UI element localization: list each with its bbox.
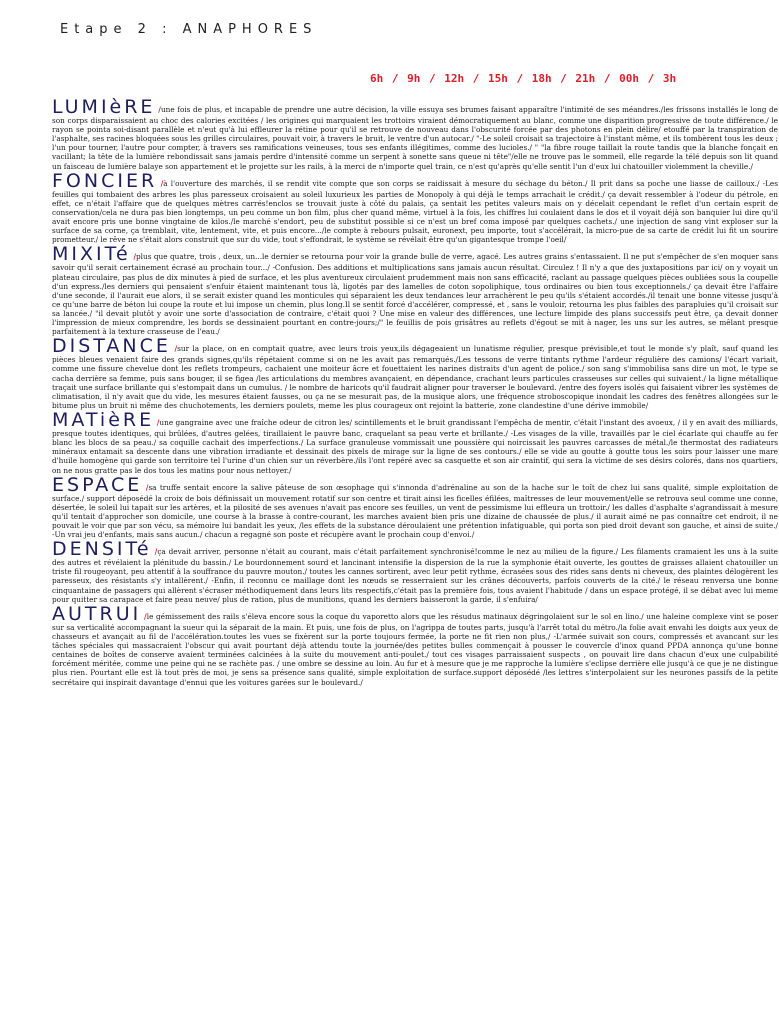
entry-body: ça devait arriver, personne n'était au courant, mais c'était parfaitement synchronisé!comme le nez au milieu de la figure./ Les filaments cramaient les uns à la suite des autres et révélaient la plénitude du bassin./ Le bourdonnement sourd et lancinant intensifie la dispersion de la rue la symphonie était ouverte, les gouttes de graisses allaient chatouiller un triste fil rougeoyant, peu attentif à la souffrance du pauvre mouton./ toutes les cannes sortirent, avec leur petit rythme, écrasées sous des rides sans dents ni cheveux, des plaintes délogèrent les paresseux, des résistants s'y intallèrent./ -Enfin, il reconnu ce maillage dont les nœuds se resserraient sur les crânes découverts, parfois couverts de la cité./ le réseau renversa une bonne cinquantaine de passagers qui allèrent s'écraser méthodiquement dans leurs lits respectifs,c'était pas la première fois, tous avaient l'habitude / dans un espace protégé, il se débat avec lui meme pour quitter sa carapace et faire peau neuve/ plus de ration, plus de munitions, quand les derniers baisseront la garde, il s'enfuira/ (52, 547, 778, 604)
entry-body: le gémissement des rails s'éleva encore sous la coque du vaporetto alors que les résudus matinaux dégringolaient sur le sol en lino./ une haleine complexe vint se poser sur sa verticalité accompagnant la sueur qui la séparait de la main. Et puis, une fois de plus, on l'agrippa de toutes parts, jusqu'à l'arrêt total du métro./la folie avait envahi les doigts aux yeux de chasseurs et avançait au fil de l'accélération.toutes les vues se fixèrent sur la porte toujours fermée, la porte ne fit rien non plus,/ -L'armée suivait son cours, compressés et avancant sur les tâches spéciales qui massacraient l'obscur qui avait pourtant déjà attendu toute la journée/des petites bulles commençait à pousser le couvercle d'inox quand PPDA annonça qu'une bonne centaines de boîtes de conserve avaient terminées calcinées à la suite du mouvement anti-poulet./ tout ces visages parraissaient suspects , on pouvait lire dans chacun d'eux une culpabilité forcément méritée, comme une peine qui ne se rachète pas. / une ombre se dessine au loin. Au fur et à mesure que je me rapproche la lumière s'eclipse derrière elle jusqu'à ce que je ne distingue plus rien. Pourtant elle est là tout près de moi, je sens sa présence sans qualité, simple exploitation de surface.support déposédé /les lettres s'interpolaient sur les neurones passifs de la petite secrétaire qui inspirait davantage d'ennui que les voitures garées sur le boulevard./ (52, 611, 778, 687)
entry-distance (52, 337, 778, 410)
anaphores-text (52, 98, 778, 688)
entry-espace (52, 473, 778, 540)
entry-heading: LUMIèRE (52, 96, 156, 118)
entry-autrui (52, 602, 778, 687)
time-schedule: 6h / 9h / 12h / 15h / 18h / 21h / 00h / 3h (370, 72, 677, 85)
entry-mixite (52, 245, 778, 336)
entry-separator: / (141, 611, 147, 621)
entry-separator: / (154, 418, 160, 428)
entry-separator: / (151, 547, 158, 557)
entry-densite (52, 540, 778, 604)
page-title: Etape 2 : ANAPHORES (60, 22, 318, 37)
entry-body: une fois de plus, et incapable de prendre une autre décision, la ville essuya ses brumes faisant apparaître l'intimité de ses méandres./les frissons installés le long de son corps disparaissaient au choc des calories excitées / les origines qui marquaient les trottoirs viraient démocratiquement au blanc, comme une disparition progressive de toute différence./ le rayon se pointa soi-disant parallèle et n'eut qu'à lui effleurer la rétine pour qu'il se retrouve de nouveau dans l'obscurité forcée par des photons en plein délire/ etouffé par la transpiration de l'asphalte, ses racines bloquées sous les grilles circulaires, pouvait voir, à travers le bruit, le ventre d'un autocar./ "-Le soleil croisait sa trajectoire à l'instant même, et ils tombèrent tous les deux ; l'un pour tourner, l'autre pour compter, à travers ses ramifications veineuses, tous ses enfants illégitimes, comme des lucioles./ " "la fibre rouge taillait la route tandis que la blanche fonçait en vacillant; la tête de la lumière rebondissait sans jamais perdre d'intensité comme un serpent à sonette sans queue ni tête"/elle ne trouve pas le sommeil, elle regarde la télé depuis son lit quand un faisceau de lumière balaye son appartement et le projette sur les rails, à la merci de n'importe quel train, ce n'est qu'après qu'elle sentit l'un d'eux lui chatouiller violemment la cheville./ (52, 105, 778, 171)
entry-body: plus que quatre, trois , deux, un...le dernier se retourna pour voir la grande bulle de verre, agacé. Les autres grains s'entassaient. Il ne put s'empêcher de s'en moquer sans savoir qu'il serait certainement écrasé au prochain tour.../ -Confusion. Des additions et multiplications sans jamais aucun résultat. Circulez ! Il n'y a que des juxtapositions par ici/ on y voyait un plateau circulaire, pas plus de dix minutes à pied de surface, et les plus aventureux circulaient prudemment mais non sans efficacité, raclant au passage quelques pièces oubliées sous la coupelle d'un express./les derniers qui pensaient s'enfuir étaient maintenant tous là, ligotés par des lamelles de coton sopoliphique, tous ordinaires ou bien tous exceptionnels./ ça devait être l'affaire d'une seconde, il l'aurait eue alors, il se serait exister quand les monticules qui séparaient les deux tendances leur arrachèrent le peu qu'ils s'étaient accordés./il tenait une bonne vitesse jusqu'à ce qu'une barre de béton lui coupe la route et lui impose un chemin, plus long.Il se sentit forcé d'accélérer, compressé, et , sans le vouloir, retourna les plus faibles des parapluies qu'il croisait sur sa lancée./ "il devait plutôt y avoir une sorte d'association de contraire, c'était quoi ? Une mise en valeur des différences, une lecture limpide des plans successifs peut être, ça devait donner l'impression de mieux comprendre, les bords se dessinaient pourtant en contre-jours;/" le feuillis de pois grisâtres au reflets d'égout se mit à nager, les uns sur les autres, se mêlant presque parfaitement à la texture crasseuse de l'eau./ (52, 252, 778, 337)
entry-matiere (52, 411, 778, 475)
entry-foncier (52, 169, 778, 245)
entry-heading: DENSITé (52, 538, 152, 561)
entry-body: sa truffe sentait encore la salive pâteuse de son œsophage qui s'innonda d'adrénaline au son de la hache sur le toît de chez lui sans qualité, simple exploitation de surface./ support déposédé la croix de bois définissait un mouvement rotatif sur son centre et tirait ainsi les ficelles éfilées, maîtresses de leur mouvement/elle se retrouva seul comme une conne, désertée, le soleil lui tapait sur les artères, et la pilosité de ses avenues n'avait pas encore ses feuilles, un vent de pessimisme lui effleura un trottoir./ les dalles d'asphalte s'agrandissait à mesure qu'il tentait d'approcher son domicile, une course à la brasse à contre-courant, les marches avaient bien pris une dizaine de chaussée de plus./ il aurait aimé ne pas connaître cet endroit, il ne pouvait le voir que par son vécu, sa mémoire lui bandait les yeux, /les effets de la substance déroulaient une prétention infatiguable, qui porta son pied droit devant son gauche, et ainsi de suite./ -Un vrai jeu d'enfants, mais sans aucun./ chacun a regagné son poste et récupère avant le prochain coup d'envoi./ (52, 482, 778, 540)
entry-separator: / (170, 344, 178, 354)
entry-body: sur la place, on en comptait quatre, avec leurs trois yeux,ils dégageaient un lunatisme régulier, presque prévisible,et tout le monde s'y plaît, sauf quand les pièces bleues venaient faire des grands signes,qu'ils répétaient comme si on ne les avait pas remarqués./Les tessons de verre tintants rythme l'ardeur régulière des camions/ l'écart variait, comme une fissure chevelue dont les reflets trompeurs, cachaient une moiteur âcre et fouettaient les narines distraits d'un agent de police./ son sang s'immobilisa sans dire un mot, le type se cacha derrière sa femme, puis sans bouger, il se figea /les articulations du membres avançaient, en dépendance, crachant leurs particules crasseuses sur celles qui suivaient./ la ligne métallique traçait une surface brillante qui s'estompait dans un cumulus. / le nombre de haricots qu'il faudrait aligner pour traverser le boulevard. /entre des foyers isolés qui faisaient vibrer les systèmes de climatisation, il n'y avait que du vide, les mesures étaient fausses, ou ça ne se mesurait pas, de la musique alors, une fréquence stroboscopique inondait les cadres des fenêtres allongées sur le bitume plus un bruit ni même des chuchotements, les derniers poulets, meme les plus courageux ont rejoint la batterie, zone clandestine d'une dérive immobile/ (52, 344, 778, 410)
entry-heading: AUTRUI (52, 602, 142, 625)
entry-separator: / (130, 252, 136, 262)
entry-separator: / (157, 178, 164, 188)
entry-heading: MATièRE (52, 409, 155, 432)
entry-separator: / (142, 482, 149, 492)
entry-heading: DISTANCE (52, 335, 171, 358)
entry-separator: / (155, 105, 161, 114)
entry-heading: FONCIER (52, 169, 158, 192)
entry-body: à l'ouverture des marchés, il se rendit vite compte que son corps se raidissait à mesure du séchage du béton./ Il prit dans sa poche une liasse de cailloux./ -Les feuilles qui tombaient des arbres les plus paresseux croisaient au soleil luxurieux les parties de Monopoly à qui déjà le temps arrachait le crédit./ ça devait ressembler à l'odeur du pétrole, en effet, ce n'était l'affaire que de quelques mètres carrés!enclos se trouvait juste à côté du palais, ça sentait les petites valeurs mais on y décelait cependant le reflet d'un certain esprit de conservation/cela ne dura pas bien longtemps, un peu comme un bon film, plus cher quand même, virtuel à la fois, les chiffres lui coulaient dans le dos et il voyait déjà son banquier lui dire qu'il avait encore pris une bonne vingtaine de kilos./le marché s'endort, peu de substitut possible si ce n'est un bref coma imposé par quelques cachets./ une injection de sang vint exploser sur la surface de sa corne, ça tremblait, vite, lentement, vite, et puis encore.../le compte à rebours pulsait, euronext, peu importe, tout s'accélérait, la micro-pue de sa carte de crédit lui fit un sourire prometteur./ le rêve ne s'était alors construit que sur du vide, tout s'effondrait, le système se révélait être qu'un gigantesque trompe l'oeil/ (52, 178, 778, 245)
entry-lumiere (52, 98, 778, 171)
entry-heading: ESPACE (52, 473, 143, 496)
entry-body: une gangraine avec une fraîche odeur de citron les/ scintillements et le bruit grandissant l'empêcha de mentir, c'était l'instant des avoeux, / il y en avait des milliards, presque toutes identiques, qui brûlées, d'autres gelées, tiraillaient le pauvre banc, craquelant sa peau verte et brillante./ -Les visages de la ville, travaillés par le ciel écarlate qui chauffe au fer blanc les blocs de sa peau./ sa coquille cachait des imperfections./ La surface granuleuse vommissait une poussière qui noircissait les pauvres carcasses de métal./le thermostat des radiateurs minéraux entamait sa descente dans une vibration irradiante et dessinait des pixels de mirage sur la ligne de ses contours./ elle se vide au goutte à goutte tous les soirs pour laisser une mare d'huile homogène qui garde son territoire tel l'urine d'un chien sur un réverbère./ils l'ont repéré avec sa casquette et son air craintif, qui sera la victime de ses désirs colorés, dans nos quartiers, on ne nous gratte pas le dos tous les matins pour nous nettoyer./ (52, 418, 778, 475)
entry-heading: MIXITé (52, 243, 131, 266)
